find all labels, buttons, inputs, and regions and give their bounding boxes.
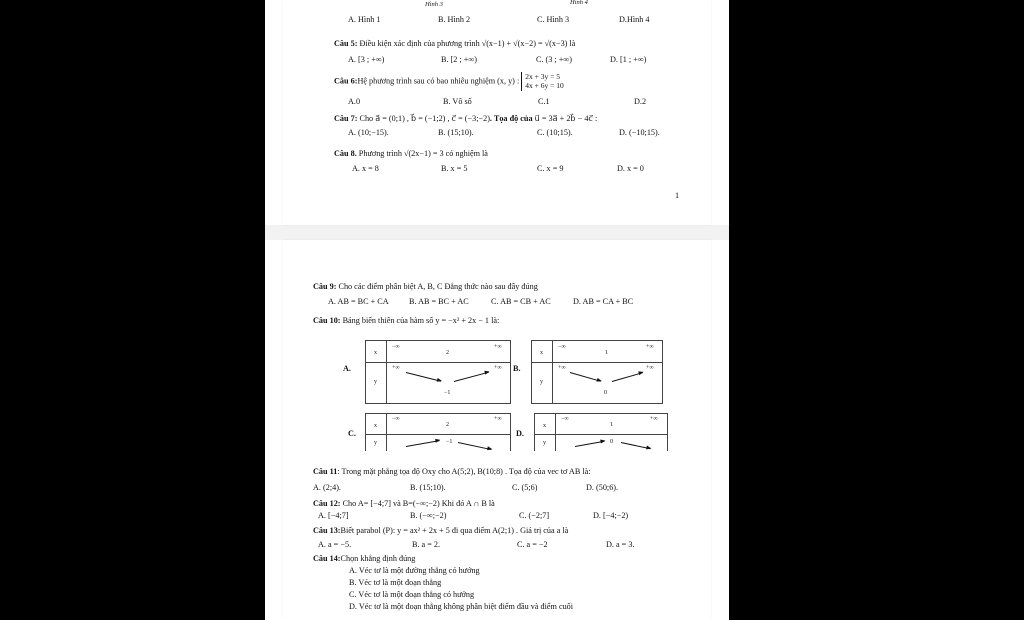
increasing-arrow bbox=[612, 372, 643, 382]
x-label: x bbox=[374, 423, 377, 429]
answer-option: B. x = 5 bbox=[441, 164, 468, 173]
x-value: +∞ bbox=[646, 344, 654, 350]
answer-option: C. (3 ; +∞) bbox=[536, 55, 572, 64]
answer-option: C. (−2;7] bbox=[519, 511, 550, 520]
answer-option: A. Hình 1 bbox=[348, 15, 381, 24]
figure-label: Hình 4 bbox=[570, 0, 588, 6]
y-label: y bbox=[374, 440, 377, 446]
answer-option: B. (15;10). bbox=[438, 128, 474, 137]
decreasing-arrow bbox=[570, 372, 601, 382]
answer-option: A. Véc tơ là một đường thẳng có hướng bbox=[349, 566, 480, 575]
x-label: x bbox=[543, 423, 546, 429]
x-value: +∞ bbox=[494, 344, 502, 350]
y-value: −1 bbox=[444, 390, 451, 396]
question-text: Điều kiện xác định của phương trình √(x−1) + √(x−2) = √(x−3) là bbox=[359, 39, 576, 48]
x-value: −∞ bbox=[558, 344, 566, 350]
question-11 bbox=[313, 468, 591, 476]
answer-option: B. Hình 2 bbox=[438, 15, 471, 24]
answer-option: D. (50;6). bbox=[586, 483, 619, 492]
answer-option: B. [2 ; +∞) bbox=[441, 55, 477, 64]
y-value: +∞ bbox=[494, 365, 502, 371]
question-text: Hệ phương trình sau có bao nhiêu nghiệm (x, y) : bbox=[357, 76, 520, 86]
x-value: −∞ bbox=[392, 416, 400, 422]
answer-option: D. Véc tơ là một đoạn thẳng không phân biệt điểm đầu và điểm cuối bbox=[349, 602, 574, 611]
decreasing-arrow bbox=[406, 372, 441, 382]
question-label: Câu 10: bbox=[313, 316, 341, 325]
question-label: Câu 12: bbox=[313, 499, 341, 508]
answer-option: C. (5;6) bbox=[512, 483, 538, 492]
figure-label: Hình 3 bbox=[425, 1, 443, 8]
question-14 bbox=[313, 555, 415, 563]
page-gap bbox=[265, 225, 729, 240]
x-value: +∞ bbox=[494, 416, 502, 422]
y-value: +∞ bbox=[392, 365, 400, 371]
answer-option: C. Véc tơ là một đoạn thẳng có hướng bbox=[349, 590, 475, 599]
question-label: Câu 5: bbox=[334, 39, 358, 48]
option-letter: B. bbox=[513, 364, 521, 373]
y-value: +∞ bbox=[646, 365, 654, 371]
x-label: x bbox=[374, 350, 377, 356]
question-8 bbox=[334, 150, 488, 158]
y-value: −1 bbox=[446, 439, 453, 445]
question-text: Phương trình √(2x−1) = 3 có nghiệm là bbox=[358, 149, 488, 158]
question-7 bbox=[334, 115, 597, 123]
answer-option: A. a = −5. bbox=[318, 540, 352, 549]
x-value: 2 bbox=[446, 422, 449, 428]
answer-option: B. (15;10). bbox=[410, 483, 446, 492]
target-vector: u⃗ = 3a⃗ + 2b⃗ − 4c⃗ : bbox=[534, 114, 598, 123]
increasing-arrow bbox=[406, 440, 440, 447]
answer-option: B. (−∞;−2) bbox=[410, 511, 447, 520]
increasing-arrow bbox=[575, 441, 605, 447]
variation-table-d bbox=[534, 413, 668, 451]
document-page-1 bbox=[283, 0, 711, 225]
question-text: . Tọa độ của bbox=[489, 114, 533, 123]
vector-list: a⃗ = (0;1) , b⃗ = (−1;2) , c⃗ = (−3;−2) bbox=[375, 114, 490, 123]
equation: 2x + 3y = 5 bbox=[525, 72, 560, 81]
answer-option: A. (10;−15). bbox=[348, 128, 389, 137]
question-label: Câu 6: bbox=[334, 76, 358, 86]
answer-option: C. AB = CB + AC bbox=[491, 297, 551, 306]
question-text: Cho các điểm phân biệt A, B, C Đẳng thức nào sau đây đúng bbox=[338, 282, 538, 291]
answer-option: B. AB = BC + AC bbox=[409, 297, 469, 306]
question-label: Câu 8. bbox=[334, 149, 357, 158]
increasing-arrow bbox=[454, 372, 489, 382]
answer-option: A. (2;4). bbox=[313, 483, 341, 492]
question-text: Bảng biến thiên của hàm số y = −x² + 2x − 1 là: bbox=[342, 316, 500, 325]
decreasing-arrow bbox=[458, 442, 491, 450]
question-13 bbox=[313, 527, 568, 535]
x-value: 2 bbox=[446, 350, 449, 356]
question-text: Biết parabol (P): y = ax² + 2x + 5 đi qua điểm A(2;1) . Giá trị của a là bbox=[340, 526, 569, 535]
variation-table-c bbox=[365, 413, 511, 451]
equation-system bbox=[521, 72, 563, 91]
answer-option: B. Vô số bbox=[443, 97, 472, 106]
answer-option: B. Véc tơ là một đoạn thẳng bbox=[349, 578, 442, 587]
question-label: Câu 9: bbox=[313, 282, 337, 291]
question-label: Câu 11 bbox=[313, 467, 338, 476]
answer-option: C. (10;15). bbox=[537, 128, 573, 137]
question-9 bbox=[313, 283, 538, 291]
answer-option: D. (−10;15). bbox=[619, 128, 660, 137]
answer-option: D. [1 ; +∞) bbox=[610, 55, 647, 64]
y-value: 0 bbox=[610, 439, 613, 445]
question-12 bbox=[313, 500, 495, 508]
question-label: Câu 7: bbox=[334, 114, 358, 123]
variation-table-a bbox=[365, 340, 511, 404]
option-letter: A. bbox=[343, 364, 351, 373]
answer-option: D. x = 0 bbox=[617, 164, 644, 173]
y-label: y bbox=[540, 379, 543, 385]
question-text: Cho A= [−4;7] và B=(−∞;−2) Khi đó A ∩ B là bbox=[342, 499, 495, 508]
answer-option: C.1 bbox=[538, 97, 550, 106]
answer-option: A. AB = BC + CA bbox=[328, 297, 389, 306]
answer-option: B. a = 2. bbox=[412, 540, 441, 549]
y-value: +∞ bbox=[558, 365, 566, 371]
option-letter: C. bbox=[348, 429, 356, 438]
question-text: : Trong mặt phẳng tọa độ Oxy cho A(5;2), B(10;8) . Tọa độ của vec tơ AB là: bbox=[337, 467, 591, 476]
x-label: x bbox=[540, 350, 543, 356]
y-label: y bbox=[543, 440, 546, 446]
x-value: +∞ bbox=[650, 416, 658, 422]
answer-option: A.0 bbox=[348, 97, 361, 106]
y-value: 0 bbox=[604, 390, 607, 396]
answer-option: C. a = −2 bbox=[517, 540, 548, 549]
answer-option: A. x = 8 bbox=[352, 164, 379, 173]
question-label: Câu 14: bbox=[313, 554, 341, 563]
answer-option: D. a = 3. bbox=[606, 540, 635, 549]
question-6 bbox=[334, 72, 564, 91]
answer-option: D.2 bbox=[634, 97, 647, 106]
answer-option: D. [−4;−2) bbox=[593, 511, 629, 520]
answer-option: A. [−4;7] bbox=[318, 511, 349, 520]
question-10 bbox=[313, 317, 499, 325]
decreasing-arrow bbox=[621, 442, 651, 449]
answer-option: A. [3 ; +∞) bbox=[348, 55, 385, 64]
answer-option: C. x = 9 bbox=[537, 164, 564, 173]
question-text: Chọn khẳng định đúng bbox=[340, 554, 416, 563]
x-value: 1 bbox=[605, 350, 608, 356]
answer-option: C. Hình 3 bbox=[537, 15, 570, 24]
x-value: 1 bbox=[610, 422, 613, 428]
answer-option: D.Hình 4 bbox=[619, 15, 650, 24]
answer-option: D. AB = CA + BC bbox=[573, 297, 634, 306]
page-number: 1 bbox=[675, 191, 680, 200]
equation: 4x + 6y = 10 bbox=[525, 81, 564, 91]
question-text: Cho bbox=[359, 114, 374, 123]
question-label: Câu 13: bbox=[313, 526, 341, 535]
question-5 bbox=[334, 40, 575, 48]
y-label: y bbox=[374, 379, 377, 385]
variation-table-b bbox=[531, 340, 663, 404]
x-value: −∞ bbox=[561, 416, 569, 422]
option-letter: D. bbox=[516, 429, 524, 438]
x-value: −∞ bbox=[392, 344, 400, 350]
